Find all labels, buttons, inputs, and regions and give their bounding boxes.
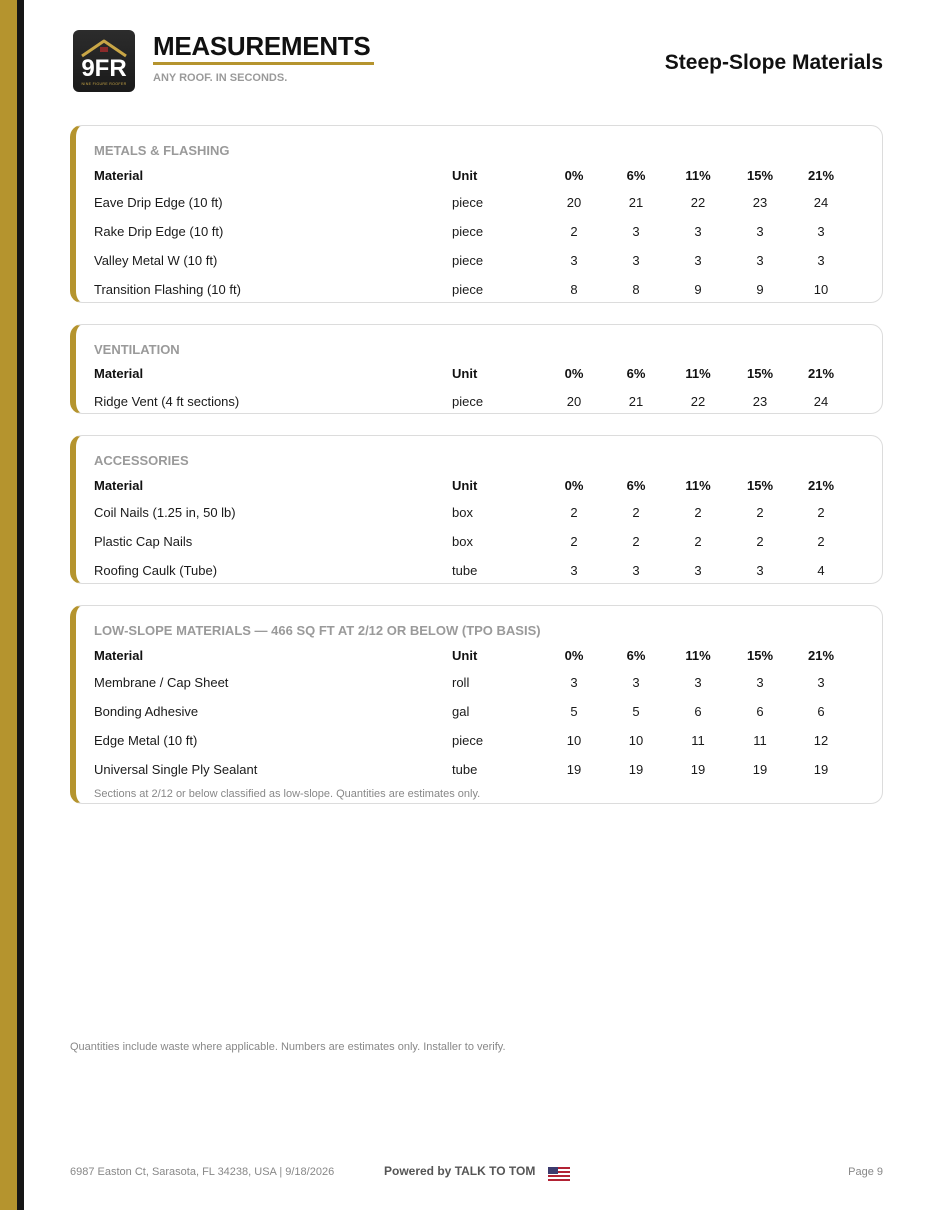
qty-11: 3: [694, 253, 702, 268]
col-unit: Unit: [452, 366, 478, 381]
page-title: Steep-Slope Materials: [664, 51, 883, 74]
qty-11: 3: [694, 224, 702, 239]
material-unit: piece: [452, 282, 484, 297]
section-ventilation: [70, 324, 883, 414]
qty-15: 19: [752, 762, 768, 777]
qty-0: 2: [570, 534, 578, 549]
qty-6: 2: [632, 505, 640, 520]
col-waste-6: 6%: [626, 478, 646, 493]
qty-11: 3: [694, 675, 702, 690]
qty-6: 8: [632, 282, 640, 297]
left-dark-bar: [17, 0, 24, 1210]
qty-0: 2: [570, 224, 578, 239]
section-title: ACCESSORIES: [94, 453, 189, 468]
table-row: [76, 222, 882, 242]
material-name: Coil Nails (1.25 in, 50 lb): [94, 505, 236, 520]
footer-address: 6987 Easton Ct, Sarasota, FL 34238, USA | 9/18/2026: [70, 1166, 335, 1178]
material-unit: tube: [452, 762, 478, 777]
material-unit: roll: [452, 675, 470, 690]
svg-text:NINE FIGURE ROOFER: NINE FIGURE ROOFER: [81, 82, 127, 86]
qty-15: 3: [756, 563, 764, 578]
col-waste-21: 21%: [807, 366, 835, 381]
page-number: Page 9: [848, 1166, 883, 1178]
col-waste-15: 15%: [746, 478, 774, 493]
table-row: [76, 702, 882, 722]
qty-11: 2: [694, 505, 702, 520]
qty-0: 3: [570, 563, 578, 578]
qty-0: 20: [566, 394, 582, 409]
col-waste-0: 0%: [564, 478, 584, 493]
qty-15: 9: [756, 282, 764, 297]
qty-15: 2: [756, 534, 764, 549]
qty-15: 11: [753, 733, 767, 748]
material-name: Valley Metal W (10 ft): [94, 253, 218, 268]
material-name: Membrane / Cap Sheet: [94, 675, 229, 690]
section-accessories: [70, 435, 883, 584]
qty-6: 21: [628, 195, 644, 210]
qty-0: 3: [570, 675, 578, 690]
table-row: [76, 193, 882, 213]
qty-21: 3: [817, 253, 825, 268]
qty-15: 3: [756, 675, 764, 690]
qty-11: 22: [690, 394, 706, 409]
col-waste-0: 0%: [564, 648, 584, 663]
col-waste-15: 15%: [746, 366, 774, 381]
qty-6: 5: [632, 704, 640, 719]
col-waste-11: 11%: [685, 366, 711, 381]
section-title: METALS & FLASHING: [94, 143, 230, 158]
qty-0: 20: [566, 195, 582, 210]
qty-15: 3: [756, 224, 764, 239]
brand-tagline: ANY ROOF. IN SECONDS.: [153, 72, 288, 84]
table-header-row: [76, 364, 882, 384]
qty-11: 11: [691, 733, 705, 748]
material-unit: piece: [452, 224, 484, 239]
left-accent-bar: [0, 0, 17, 1210]
section-title: LOW-SLOPE MATERIALS — 466 SQ FT AT 2/12 OR BELOW (TPO BASIS): [94, 623, 541, 638]
col-unit: Unit: [452, 648, 478, 663]
brand-title: MEASUREMENTS: [153, 31, 371, 61]
qty-21: 10: [813, 282, 829, 297]
qty-6: 2: [632, 534, 640, 549]
qty-6: 19: [628, 762, 644, 777]
qty-15: 23: [752, 195, 768, 210]
table-header-row: [76, 166, 882, 186]
qty-0: 2: [570, 505, 578, 520]
qty-6: 3: [632, 563, 640, 578]
table-row: [76, 503, 882, 523]
section-low-slope: [70, 605, 883, 804]
col-waste-0: 0%: [564, 366, 584, 381]
qty-6: 3: [632, 253, 640, 268]
qty-6: 10: [628, 733, 644, 748]
section-note: Sections at 2/12 or below classified as low-slope. Quantities are estimates only.: [94, 788, 481, 800]
col-waste-6: 6%: [626, 168, 646, 183]
col-unit: Unit: [452, 478, 478, 493]
col-waste-15: 15%: [746, 168, 774, 183]
qty-0: 5: [570, 704, 578, 719]
qty-0: 10: [566, 733, 582, 748]
qty-15: 2: [756, 505, 764, 520]
qty-0: 8: [570, 282, 578, 297]
col-waste-0: 0%: [564, 168, 584, 183]
material-name: Edge Metal (10 ft): [94, 733, 198, 748]
section-title: VENTILATION: [94, 342, 180, 357]
qty-15: 6: [756, 704, 764, 719]
qty-21: 2: [817, 534, 825, 549]
qty-11: 9: [694, 282, 702, 297]
qty-21: 3: [817, 224, 825, 239]
table-row: [76, 392, 882, 412]
col-material: Material: [94, 168, 144, 183]
table-row: [76, 561, 882, 581]
qty-11: 22: [690, 195, 706, 210]
material-name: Universal Single Ply Sealant: [94, 762, 258, 777]
col-material: Material: [94, 478, 144, 493]
material-name: Transition Flashing (10 ft): [94, 282, 241, 297]
table-header-row: [76, 646, 882, 666]
table-row: [76, 760, 882, 780]
material-unit: box: [452, 505, 473, 520]
qty-11: 2: [694, 534, 702, 549]
table-row: [76, 532, 882, 552]
svg-text:9FR: 9FR: [81, 55, 127, 82]
material-unit: tube: [452, 563, 478, 578]
qty-0: 3: [570, 253, 578, 268]
material-unit: box: [452, 534, 473, 549]
material-name: Eave Drip Edge (10 ft): [94, 195, 223, 210]
qty-21: 6: [817, 704, 825, 719]
material-name: Bonding Adhesive: [94, 704, 199, 719]
material-name: Rake Drip Edge (10 ft): [94, 224, 224, 239]
table-row: [76, 673, 882, 693]
table-row: [76, 251, 882, 271]
material-unit: piece: [452, 394, 484, 409]
table-row: [76, 280, 882, 300]
qty-11: 3: [694, 563, 702, 578]
logo-icon: [73, 30, 135, 92]
qty-21: 2: [817, 505, 825, 520]
qty-6: 21: [628, 394, 644, 409]
col-unit: Unit: [452, 168, 478, 183]
material-unit: piece: [452, 195, 484, 210]
section-metals-flashing: [70, 125, 883, 303]
brand-underline: [153, 62, 374, 65]
col-waste-11: 11%: [685, 478, 711, 493]
qty-15: 23: [752, 394, 768, 409]
material-unit: piece: [452, 733, 484, 748]
col-waste-6: 6%: [626, 366, 646, 381]
qty-21: 4: [817, 563, 825, 578]
qty-21: 24: [813, 394, 829, 409]
table-header-row: [76, 476, 882, 496]
qty-6: 3: [632, 224, 640, 239]
qty-11: 19: [690, 762, 706, 777]
qty-21: 19: [813, 762, 829, 777]
qty-21: 3: [817, 675, 825, 690]
material-name: Roofing Caulk (Tube): [94, 563, 218, 578]
col-waste-15: 15%: [746, 648, 774, 663]
col-waste-11: 11%: [685, 648, 711, 663]
qty-21: 24: [813, 195, 829, 210]
qty-15: 3: [756, 253, 764, 268]
qty-6: 3: [632, 675, 640, 690]
qty-21: 12: [813, 733, 829, 748]
material-name: Plastic Cap Nails: [94, 534, 193, 549]
col-waste-11: 11%: [685, 168, 711, 183]
material-name: Ridge Vent (4 ft sections): [94, 394, 240, 409]
us-flag-icon: [548, 1167, 570, 1181]
col-waste-21: 21%: [807, 168, 835, 183]
col-material: Material: [94, 366, 144, 381]
waste-footnote: Quantities include waste where applicable. Numbers are estimates only. Installer to verify.: [70, 1041, 506, 1053]
material-unit: piece: [452, 253, 484, 268]
table-row: [76, 731, 882, 751]
material-unit: gal: [452, 704, 470, 719]
col-waste-6: 6%: [626, 648, 646, 663]
col-waste-21: 21%: [807, 478, 835, 493]
col-material: Material: [94, 648, 144, 663]
qty-11: 6: [694, 704, 702, 719]
footer-powered-by: Powered by TALK TO TOM: [384, 1164, 536, 1178]
qty-0: 19: [566, 762, 582, 777]
col-waste-21: 21%: [807, 648, 835, 663]
